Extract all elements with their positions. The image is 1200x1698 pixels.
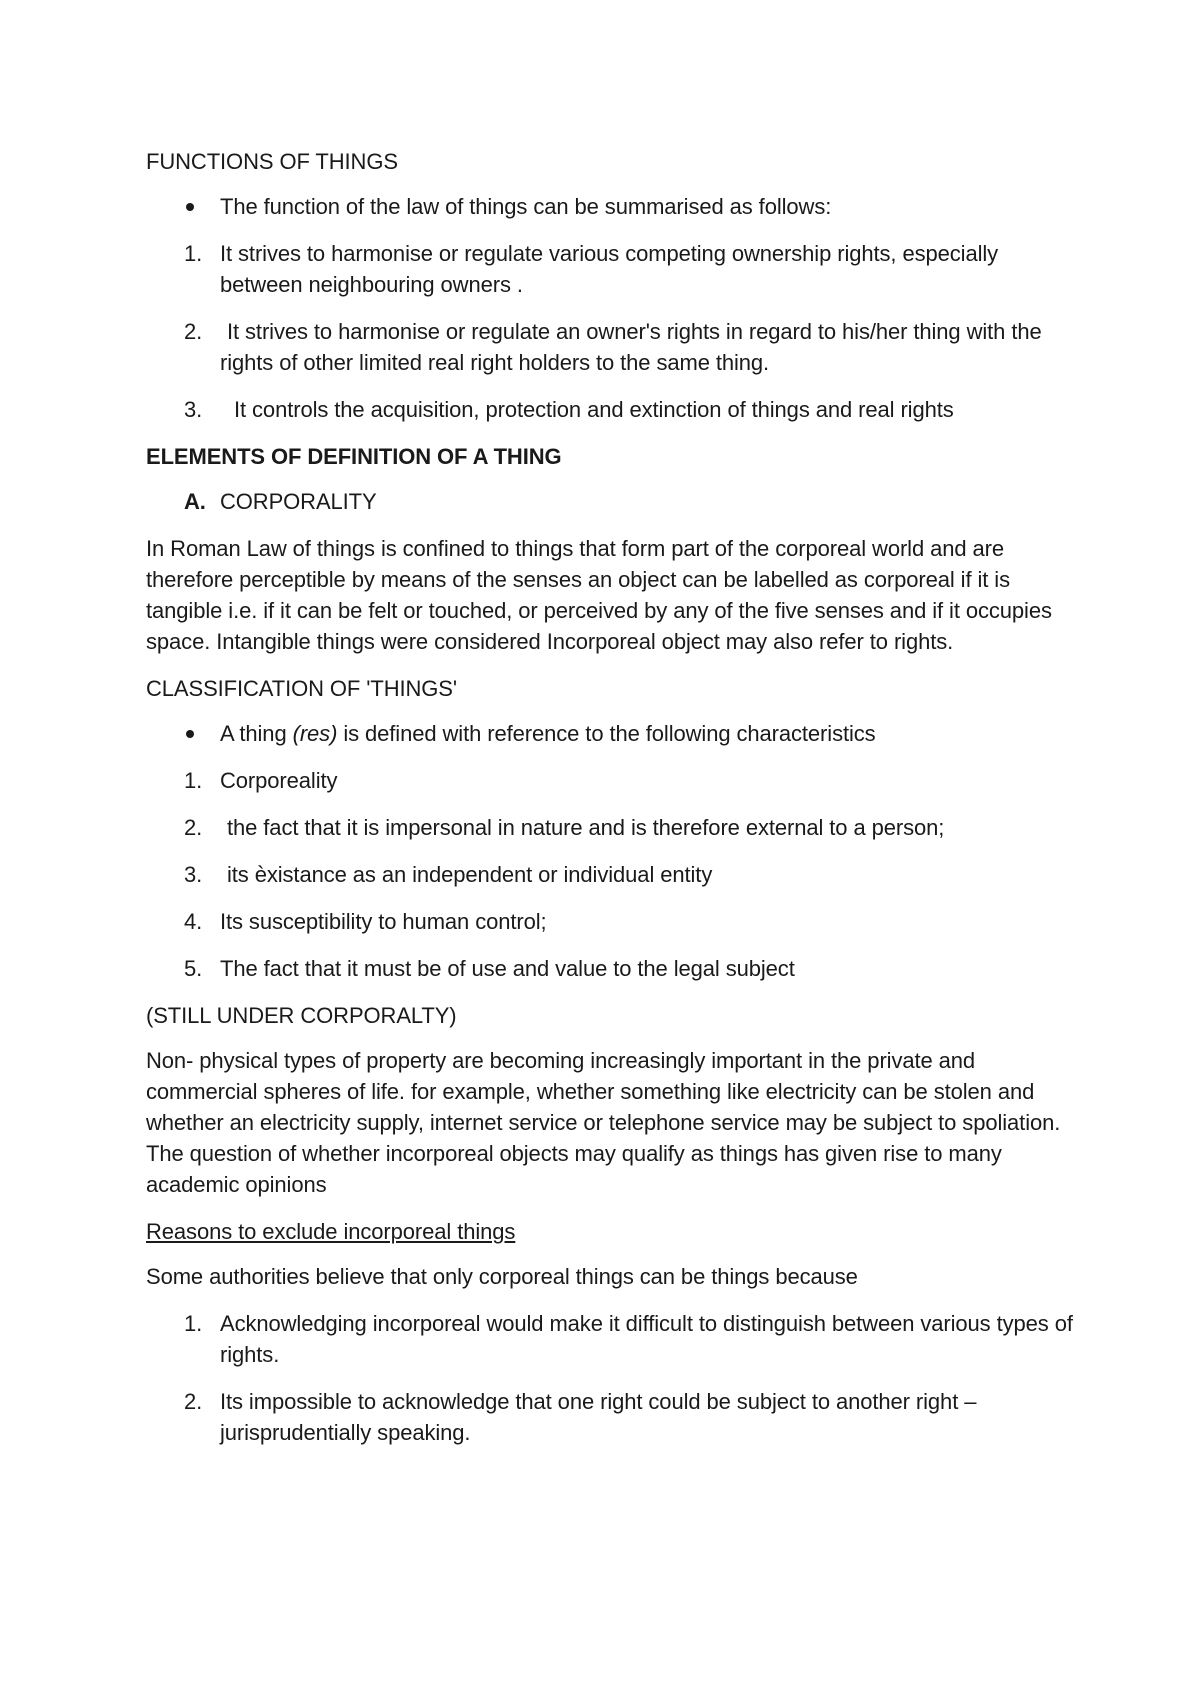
classification-bullet — [146, 718, 1076, 749]
functions-list-item — [146, 316, 1076, 378]
corporality-subheading — [146, 486, 1076, 517]
list-number: 2. — [184, 815, 203, 840]
sub-label: CORPORALITY — [220, 489, 377, 514]
list-number: 3. — [184, 862, 203, 887]
classification-heading: CLASSIFICATION OF 'THINGS' — [146, 676, 457, 701]
functions-list-item — [146, 238, 1076, 300]
reasons-list-item — [146, 1386, 1076, 1448]
reasons-intro: Some authorities believe that only corporeal things can be things because — [146, 1264, 858, 1289]
still-under-heading: (STILL UNDER CORPORALTY) — [146, 1003, 457, 1028]
list-item-text: Its susceptibility to human control; — [220, 909, 547, 934]
functions-list-item — [146, 394, 1076, 425]
bullet-dot-icon — [186, 203, 194, 211]
sub-letter: A. — [184, 489, 206, 514]
list-item-text: the fact that it is impersonal in nature and is therefore external to a person; — [227, 815, 945, 840]
reasons-list-item — [146, 1308, 1076, 1370]
list-number: 1. — [184, 1311, 203, 1336]
classification-list-item — [146, 765, 1076, 796]
functions-bullet-text: The function of the law of things can be summarised as follows: — [220, 194, 832, 219]
reasons-heading: Reasons to exclude incorporeal things — [146, 1219, 516, 1244]
list-item-text: It strives to harmonise or regulate various competing ownership rights, especially between neighbouring owners . — [220, 241, 999, 297]
functions-heading: FUNCTIONS OF THINGS — [146, 149, 398, 174]
classification-list-item — [146, 859, 1076, 890]
classification-list-item — [146, 906, 1076, 937]
elements-heading: ELEMENTS OF DEFINITION OF A THING — [146, 444, 562, 469]
list-item-text: Acknowledging incorporeal would make it difficult to distinguish between various types of rights. — [220, 1311, 1073, 1367]
bullet-text-before: A thing — [220, 721, 293, 746]
list-item-text: Its impossible to acknowledge that one right could be subject to another right – jurisprudentially speaking. — [220, 1389, 977, 1445]
list-item-text: Corporeality — [220, 768, 338, 793]
list-item-text: The fact that it must be of use and value to the legal subject — [220, 956, 795, 981]
bullet-dot-icon — [186, 730, 194, 738]
non-physical-paragraph: Non- physical types of property are becoming increasingly important in the private and commercial spheres of life. for example, whether something like electricity can be stolen and whether an electricity supply, internet service or telephone service may be subject to spoliation. The question of whether incorporeal objects may qualify as things has given rise to many academic opinions — [146, 1048, 1061, 1197]
list-number: 1. — [184, 768, 203, 793]
list-number: 5. — [184, 956, 203, 981]
list-number: 3. — [184, 397, 203, 422]
list-number: 2. — [184, 1389, 203, 1414]
list-item-text: It controls the acquisition, protection and extinction of things and real rights — [234, 397, 954, 422]
functions-bullet — [146, 191, 1076, 222]
list-number: 1. — [184, 241, 203, 266]
bullet-text-italic: (res) — [292, 721, 338, 746]
list-item-text: It strives to harmonise or regulate an owner's rights in regard to his/her thing with the rights of other limited real right holders to the same thing. — [220, 319, 1042, 375]
corporality-paragraph: In Roman Law of things is confined to things that form part of the corporeal world and are therefore perceptible by means of the senses an object can be labelled as corporeal if it is tangible i.e. if it can be felt or touched, or perceived by any of the five senses and if it occupies space. Intangible things were considered Incorporeal object may also refer to rights. — [146, 536, 1052, 654]
bullet-text-after: is defined with reference to the following characteristics — [337, 721, 876, 746]
list-item-text: its èxistance as an independent or individual entity — [227, 862, 713, 887]
classification-list-item — [146, 953, 1076, 984]
classification-list-item — [146, 812, 1076, 843]
list-number: 2. — [184, 319, 203, 344]
list-number: 4. — [184, 909, 203, 934]
document-content — [146, 146, 1076, 1464]
